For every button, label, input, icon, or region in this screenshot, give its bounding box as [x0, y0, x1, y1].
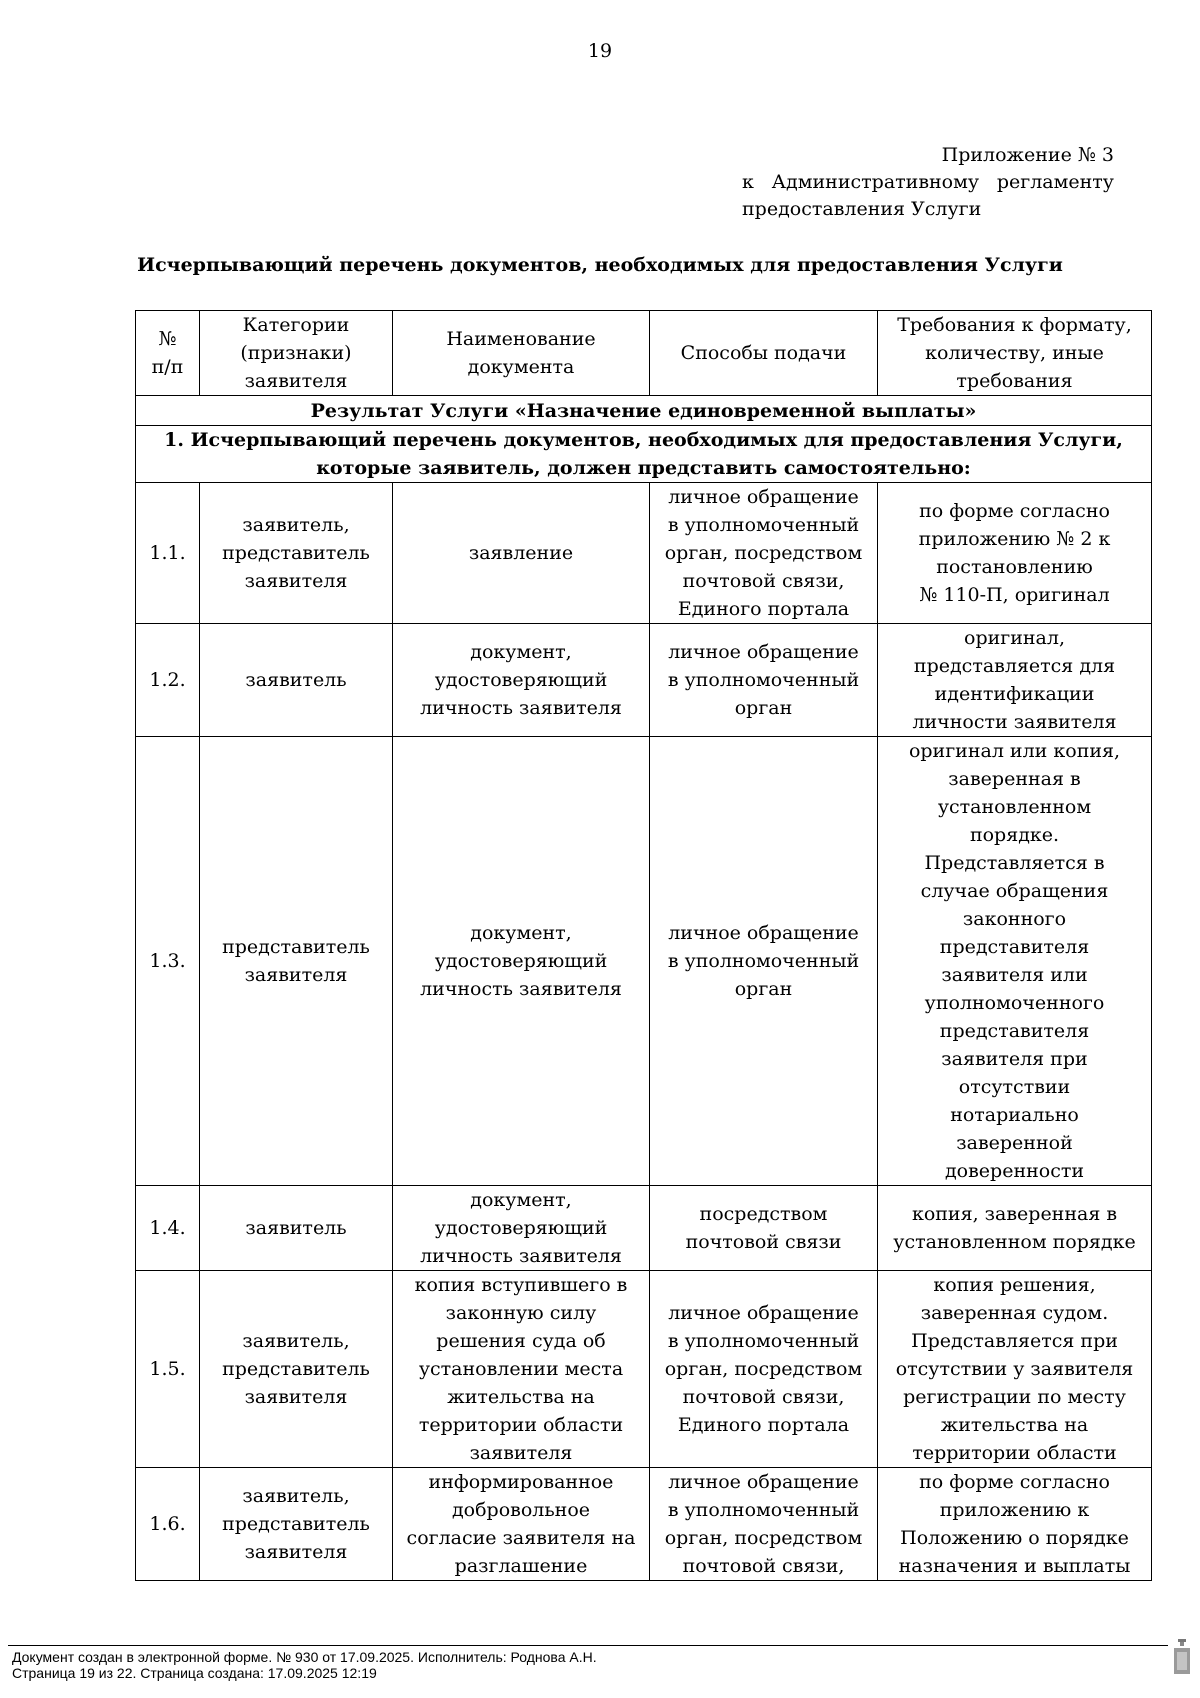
- cell-requirements: по форме согласно приложению к Положению о порядке назначения и выплаты: [878, 1468, 1152, 1581]
- section-1-title: 1. Исчерпывающий перечень документов, необходимых для предоставления Услуги, которые заявитель, должен представить самостоятельно:: [136, 426, 1152, 483]
- cell-requirements: копия, заверенная в установленном порядке: [878, 1186, 1152, 1271]
- header-requirements: Требования к формату, количеству, иные требования: [878, 311, 1152, 396]
- cell-category: заявитель, представитель заявителя: [200, 1468, 393, 1581]
- header-num: № п/п: [136, 311, 200, 396]
- cell-category: заявитель: [200, 624, 393, 737]
- cell-document: документ, удостоверяющий личность заявителя: [393, 624, 650, 737]
- cell-method: личное обращение в уполномоченный орган, посредством почтовой связи,: [650, 1468, 878, 1581]
- cell-category: представитель заявителя: [200, 737, 393, 1186]
- cell-num: 1.1.: [136, 483, 200, 624]
- appendix-line-2: к Административному регламенту: [742, 171, 1114, 193]
- table-row: [136, 483, 1152, 624]
- footer-line-2: Страница 19 из 22. Страница создана: 17.09.2025 12:19: [12, 1665, 377, 1681]
- table-row: [136, 1186, 1152, 1271]
- cell-document: копия вступившего в законную силу решения суда об установлении места жительства на территории области заявителя: [393, 1271, 650, 1468]
- cell-category: заявитель: [200, 1186, 393, 1271]
- cell-num: 1.4.: [136, 1186, 200, 1271]
- table-row: [136, 624, 1152, 737]
- footer-divider: [8, 1645, 1168, 1646]
- cell-method: личное обращение в уполномоченный орган: [650, 624, 878, 737]
- cell-method: личное обращение в уполномоченный орган: [650, 737, 878, 1186]
- footer-line-1: Документ создан в электронной форме. № 930 от 17.09.2025. Исполнитель: Роднова А.Н.: [12, 1649, 597, 1665]
- cell-document: информированное добровольное согласие заявителя на разглашение: [393, 1468, 650, 1581]
- cell-category: заявитель, представитель заявителя: [200, 1271, 393, 1468]
- cell-method: личное обращение в уполномоченный орган, посредством почтовой связи, Единого портала: [650, 483, 878, 624]
- cell-requirements: по форме согласно приложению № 2 к постановлению № 110-П, оригинал: [878, 483, 1152, 624]
- cell-num: 1.2.: [136, 624, 200, 737]
- appendix-line-3: предоставления Услуги: [742, 198, 982, 220]
- table-row: [136, 737, 1152, 1186]
- documents-table-body: [136, 311, 1152, 1581]
- cell-requirements: оригинал, представляется для идентификации личности заявителя: [878, 624, 1152, 737]
- cell-num: 1.5.: [136, 1271, 200, 1468]
- cell-document: заявление: [393, 483, 650, 624]
- emblem-icon: [1172, 1638, 1192, 1676]
- header-document: Наименование документа: [393, 311, 650, 396]
- cell-num: 1.3.: [136, 737, 200, 1186]
- table-header-row: [136, 311, 1152, 396]
- appendix-line-1: Приложение № 3: [941, 144, 1114, 166]
- document-title: Исчерпывающий перечень документов, необходимых для предоставления Услуги: [137, 254, 1063, 276]
- cell-requirements: оригинал или копия, заверенная в установленном порядке. Представляется в случае обращения законного представителя заявителя или уполномоченного представителя заявителя при отсутствии нотариально заверенной доверенности: [878, 737, 1152, 1186]
- cell-method: посредством почтовой связи: [650, 1186, 878, 1271]
- cell-requirements: копия решения, заверенная судом. Представляется при отсутствии у заявителя регистрации по месту жительства на территории области: [878, 1271, 1152, 1468]
- page-number: 19: [587, 40, 613, 62]
- section-1-row: [136, 426, 1152, 483]
- header-category: Категории (признаки) заявителя: [200, 311, 393, 396]
- footer: [12, 1649, 1162, 1681]
- table-row: [136, 1271, 1152, 1468]
- header-method: Способы подачи: [650, 311, 878, 396]
- cell-document: документ, удостоверяющий личность заявителя: [393, 737, 650, 1186]
- cell-num: 1.6.: [136, 1468, 200, 1581]
- documents-table: [135, 310, 1152, 1581]
- cell-category: заявитель, представитель заявителя: [200, 483, 393, 624]
- appendix-reference: [742, 142, 1114, 223]
- cell-method: личное обращение в уполномоченный орган, посредством почтовой связи, Единого портала: [650, 1271, 878, 1468]
- cell-document: документ, удостоверяющий личность заявителя: [393, 1186, 650, 1271]
- section-result-row: [136, 396, 1152, 426]
- section-result-title: Результат Услуги «Назначение единовременной выплаты»: [136, 396, 1152, 426]
- table-row: [136, 1468, 1152, 1581]
